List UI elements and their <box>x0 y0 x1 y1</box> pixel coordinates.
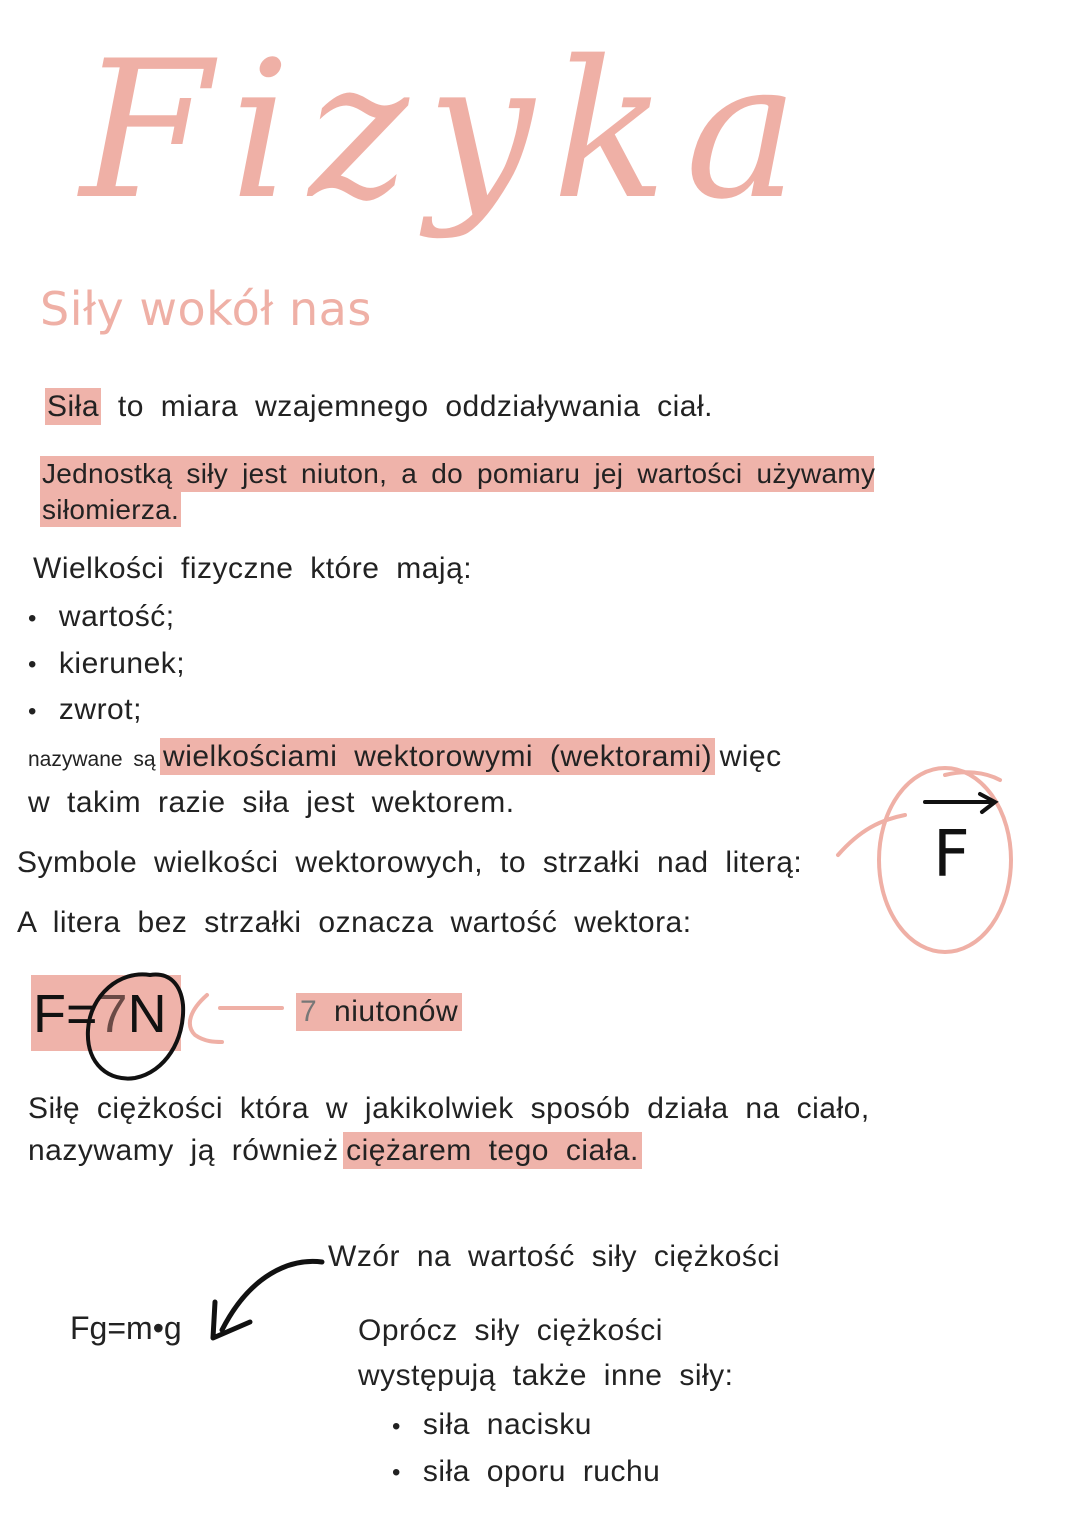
vector-name-line2: w takim razie siła jest wektorem. <box>28 786 515 819</box>
gravity-line2 <box>28 1134 642 1168</box>
example-explain-text: niutonów <box>334 995 459 1028</box>
page-title: Fizyka <box>80 20 817 241</box>
example-explain-number: 7 <box>300 995 318 1028</box>
symbols-line: Symbole wielkości wektorowych, to strzałki nad literą: <box>17 846 803 879</box>
list-item: • siła oporu ruchu <box>392 1449 660 1496</box>
vector-name-suffix: więc <box>719 740 782 773</box>
gravity-prefix: nazywamy ją również <box>28 1134 339 1167</box>
vector-name <box>28 740 782 774</box>
vector-arrow-icon <box>925 794 995 812</box>
curved-arrow-icon <box>213 1261 322 1338</box>
vector-symbol: F <box>933 818 970 892</box>
example-unit: N <box>127 984 167 1044</box>
definition-text: to miara wzajemnego oddziaływania ciał. <box>117 390 713 423</box>
gravity-formula: Fg=m•g <box>70 1310 182 1346</box>
vector-props-list <box>28 594 185 734</box>
pointer-line-drawing <box>190 995 282 1042</box>
unit-note-line1: Jednostką siły jest niuton, a do pomiaru jej wartości używamy <box>40 456 874 492</box>
example-explanation <box>296 993 462 1031</box>
list-item: • zwrot; <box>28 687 185 734</box>
unit-note <box>40 456 874 526</box>
gravity-highlight: ciężarem tego ciała. <box>343 1132 642 1169</box>
other-forces-list <box>392 1402 660 1495</box>
definition <box>45 390 713 424</box>
list-item: • kierunek; <box>28 641 185 688</box>
vector-intro: Wielkości fizyczne które mają: <box>33 552 473 585</box>
gravity-line1: Siłę ciężkości która w jakikolwiek sposób działa na ciało, <box>28 1092 870 1125</box>
unit-note-line2: siłomierza. <box>42 494 180 525</box>
vector-circle-drawing <box>838 768 1011 952</box>
other-forces-line1: Oprócz siły ciężkości <box>358 1314 663 1347</box>
other-forces-line2: występują także inne siły: <box>358 1359 734 1392</box>
definition-term: Siła <box>47 390 100 423</box>
vector-name-prefix: nazywane są <box>28 748 156 771</box>
formula-label: Wzór na wartość siły ciężkości <box>328 1240 781 1273</box>
example-formula <box>33 983 167 1045</box>
value-line: A litera bez strzałki oznacza wartość wektora: <box>17 906 692 939</box>
list-item: • siła nacisku <box>392 1402 660 1449</box>
list-item: • wartość; <box>28 594 185 641</box>
example-lhs: F= <box>33 984 98 1044</box>
vector-name-highlight: wielkościami wektorowymi (wektorami) <box>160 738 715 775</box>
page-subtitle: Siły wokół nas <box>40 282 372 336</box>
example-number: 7 <box>97 984 128 1044</box>
